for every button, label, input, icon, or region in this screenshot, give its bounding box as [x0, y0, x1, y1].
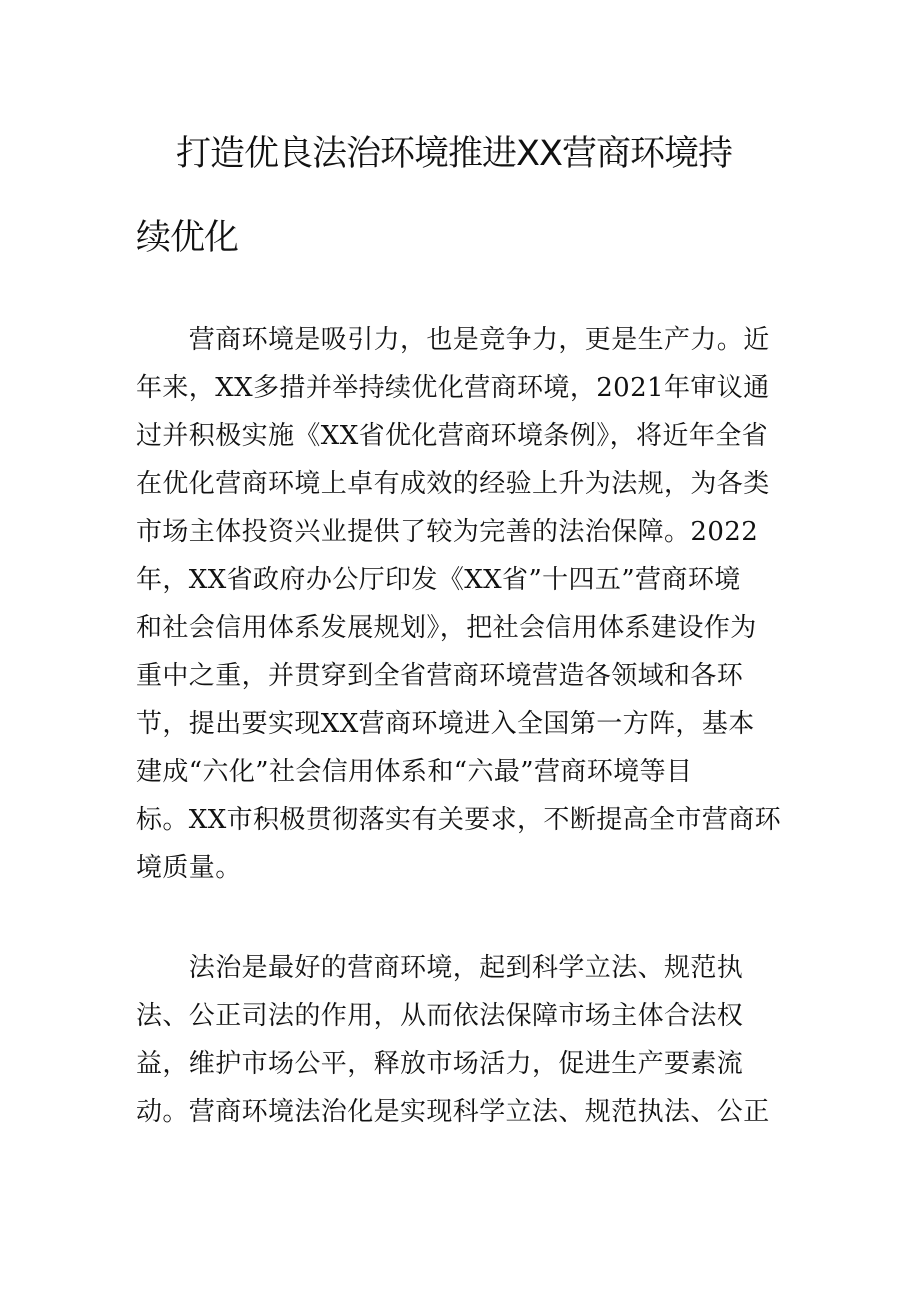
paragraph-line: 境质量。: [136, 853, 242, 883]
paragraph-line: 营商环境是吸引力，也是竞争力，更是生产力。近: [136, 325, 770, 355]
paragraph-line: 法、公正司法的作用，从而依法保障市场主体合法权: [136, 1001, 744, 1031]
document-title-line-1: 打造优良法治环境推进XX营商环境持: [176, 134, 732, 174]
paragraph-line: 建成“六化”社会信用体系和“六最”营商环境等目: [136, 757, 693, 787]
paragraph-1: [136, 316, 782, 892]
document-title-line-2: 续优化: [136, 218, 239, 258]
paragraph-line: 市场主体投资兴业提供了较为完善的法治保障。2022: [136, 517, 759, 547]
paragraph-line: 益，维护市场公平，释放市场活力，促进生产要素流: [136, 1049, 744, 1079]
paragraph-line: 和社会信用体系发展规划》，把社会信用体系建设作为: [136, 613, 757, 643]
paragraph-line: 标。XX市积极贯彻落实有关要求，不断提高全市营商环: [136, 805, 782, 835]
paragraph-line: 节，提出要实现XX营商环境进入全国第一方阵，基本: [136, 709, 755, 739]
paragraph-line: 年，XX省政府办公厅印发《XX省”十四五”营商环境: [136, 565, 741, 595]
paragraph-line: 年来，XX多措并举持续优化营商环境，2021年审议通: [136, 373, 770, 403]
paragraph-line: 动。营商环境法治化是实现科学立法、规范执法、公正: [136, 1097, 770, 1127]
paragraph-line: 过并积极实施《XX省优化营商环境条例》，将近年全省: [136, 421, 769, 451]
paragraph-2: [136, 944, 776, 1136]
paragraph-line: 重中之重，并贯穿到全省营商环境营造各领域和各环: [136, 661, 744, 691]
paragraph-line: 法治是最好的营商环境，起到科学立法、规范执: [136, 953, 744, 983]
paragraph-line: 在优化营商环境上卓有成效的经验上升为法规，为各类: [136, 469, 770, 499]
